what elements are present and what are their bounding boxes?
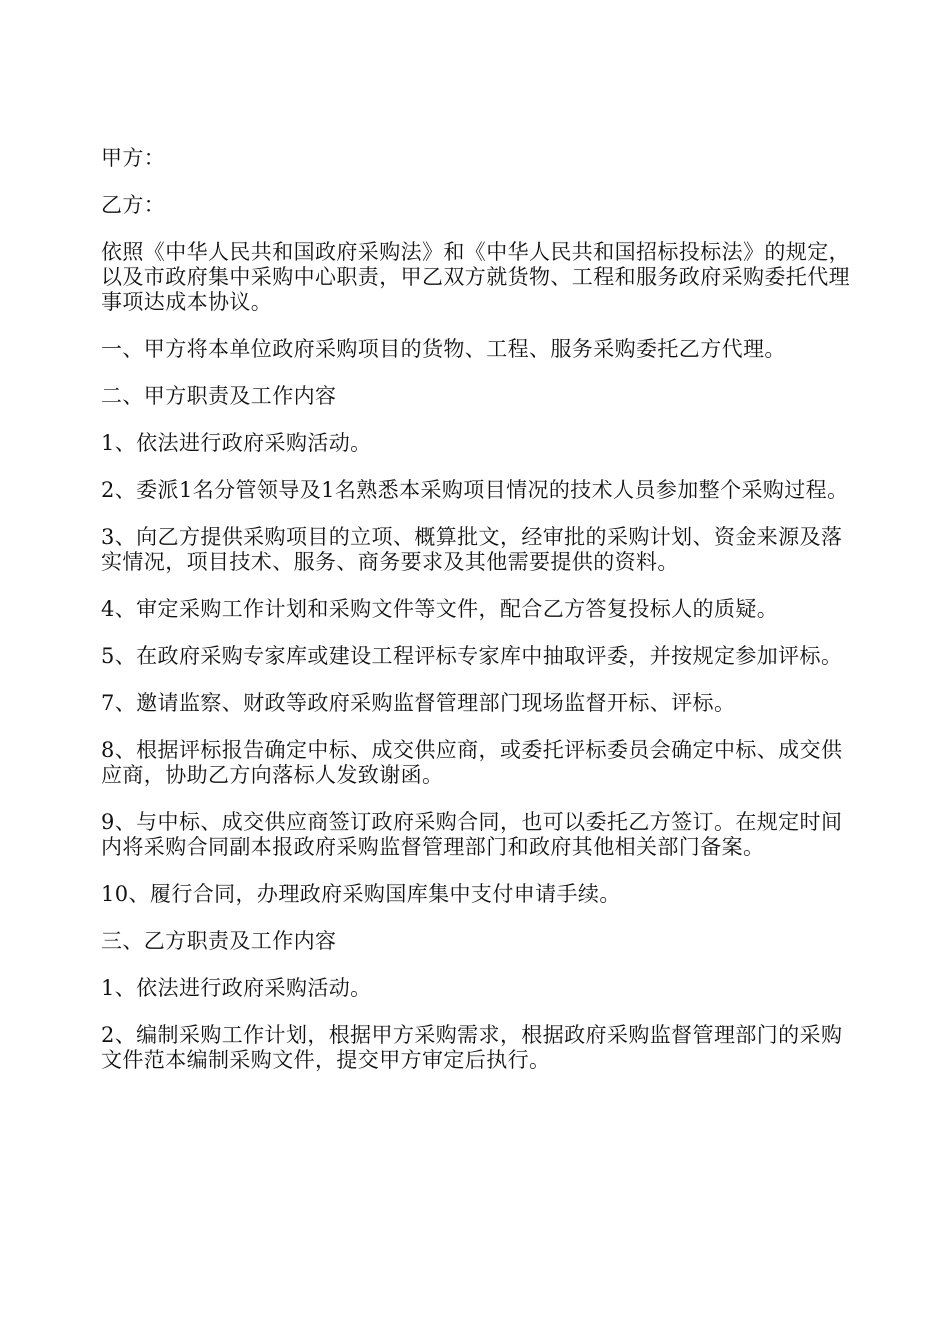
party-a-duty-item: 8、根据评标报告确定中标、成交供应商，或委托评标委员会确定中标、成交供应商，协助乙方向落标人发致谢函。 bbox=[101, 738, 843, 787]
party-a-duty-item: 10、履行合同，办理政府采购国库集中支付申请手续。 bbox=[101, 882, 621, 906]
party-a-duty-item: 2、委派1名分管领导及1名熟悉本采购项目情况的技术人员参加整个采购过程。 bbox=[101, 478, 849, 502]
party-a-duty-item: 5、在政府采购专家库或建设工程评标专家库中抽取评委，并按规定参加评标。 bbox=[101, 644, 843, 668]
party-a-duty-item: 7、邀请监察、财政等政府采购监督管理部门现场监督开标、评标。 bbox=[101, 691, 736, 715]
party-a-line: 甲方： bbox=[101, 146, 166, 170]
party-a-duty-item: 3、向乙方提供采购项目的立项、概算批文，经审批的采购计划、资金来源及落实情况，项目技术、服务、商务要求及其他需要提供的资料。 bbox=[101, 525, 843, 574]
party-b-line: 乙方： bbox=[101, 193, 166, 217]
party-a-duty-item: 9、与中标、成交供应商签订政府采购合同，也可以委托乙方签订。在规定时间内将采购合同副本报政府采购监督管理部门和政府其他相关部门备案。 bbox=[101, 810, 843, 859]
party-a-duty-item: 1、依法进行政府采购活动。 bbox=[101, 431, 372, 455]
section-two-heading: 二、甲方职责及工作内容 bbox=[101, 384, 337, 408]
party-b-duty-item: 1、依法进行政府采购活动。 bbox=[101, 976, 372, 1000]
section-one-paragraph: 一、甲方将本单位政府采购项目的货物、工程、服务采购委托乙方代理。 bbox=[101, 337, 786, 361]
preamble-paragraph: 依照《中华人民共和国政府采购法》和《中华人民共和国招标投标法》的规定，以及市政府集中采购中心职责，甲乙双方就货物、工程和服务政府采购委托代理事项达成本协议。 bbox=[101, 240, 850, 314]
document-body bbox=[101, 146, 861, 1095]
party-a-duty-item: 4、审定采购工作计划和采购文件等文件，配合乙方答复投标人的质疑。 bbox=[101, 597, 779, 621]
section-three-heading: 三、乙方职责及工作内容 bbox=[101, 929, 337, 953]
party-b-duty-item: 2、编制采购工作计划，根据甲方采购需求，根据政府采购监督管理部门的采购文件范本编制采购文件，提交甲方审定后执行。 bbox=[101, 1023, 843, 1072]
